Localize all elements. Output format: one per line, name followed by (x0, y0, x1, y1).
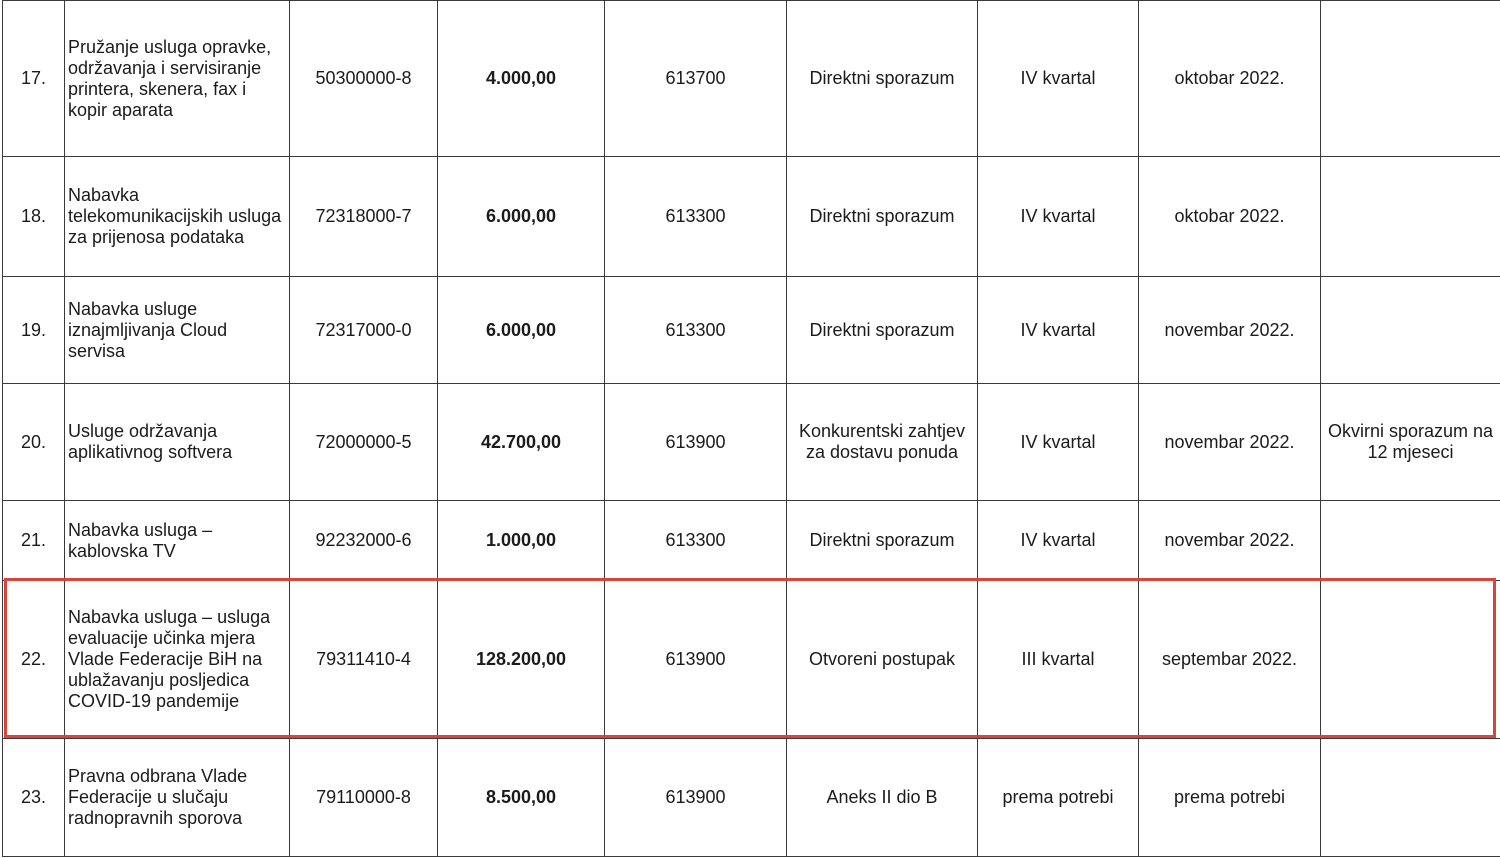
row-estimated-value: 6.000,00 (438, 277, 605, 384)
row-cpv-code: 79110000-8 (290, 739, 438, 857)
row-note (1321, 277, 1500, 384)
row-cpv-code: 72318000-7 (290, 157, 438, 277)
row-estimated-value: 6.000,00 (438, 157, 605, 277)
row-note (1321, 1, 1500, 157)
row-budget-account: 613900 (605, 739, 787, 857)
table-row-highlighted (3, 581, 1500, 739)
row-budget-account: 613300 (605, 501, 787, 581)
row-procedure: Konkurentski zahtjev za dostavu ponuda (787, 384, 978, 501)
row-date: oktobar 2022. (1139, 1, 1321, 157)
table-row (3, 1, 1500, 157)
row-date: septembar 2022. (1139, 581, 1321, 739)
row-budget-account: 613300 (605, 277, 787, 384)
row-cpv-code: 92232000-6 (290, 501, 438, 581)
table-row (3, 384, 1500, 501)
row-number: 17. (3, 1, 65, 157)
row-note (1321, 581, 1500, 739)
row-description: Nabavka usluge iznajmljivanja Cloud servisa (65, 277, 290, 384)
row-number: 23. (3, 739, 65, 857)
row-procedure: Direktni sporazum (787, 157, 978, 277)
row-procedure: Direktni sporazum (787, 501, 978, 581)
row-number: 19. (3, 277, 65, 384)
row-quarter: III kvartal (978, 581, 1139, 739)
row-budget-account: 613900 (605, 581, 787, 739)
row-quarter: prema potrebi (978, 739, 1139, 857)
row-date: novembar 2022. (1139, 384, 1321, 501)
row-cpv-code: 72000000-5 (290, 384, 438, 501)
table-row (3, 739, 1500, 857)
table-row (3, 157, 1500, 277)
row-procedure: Otvoreni postupak (787, 581, 978, 739)
row-note (1321, 501, 1500, 581)
row-quarter: IV kvartal (978, 501, 1139, 581)
row-date: novembar 2022. (1139, 501, 1321, 581)
row-description: Nabavka telekomunikacijskih usluga za prijenosa podataka (65, 157, 290, 277)
row-note (1321, 157, 1500, 277)
row-description: Pružanje usluga opravke, održavanja i servisiranje printera, skenera, fax i kopir aparata (65, 1, 290, 157)
row-quarter: IV kvartal (978, 384, 1139, 501)
row-description: Usluge održavanja aplikativnog softvera (65, 384, 290, 501)
row-procedure: Direktni sporazum (787, 277, 978, 384)
row-date: oktobar 2022. (1139, 157, 1321, 277)
row-budget-account: 613300 (605, 157, 787, 277)
table-row (3, 501, 1500, 581)
row-budget-account: 613900 (605, 384, 787, 501)
row-budget-account: 613700 (605, 1, 787, 157)
row-number: 20. (3, 384, 65, 501)
row-quarter: IV kvartal (978, 277, 1139, 384)
row-date: prema potrebi (1139, 739, 1321, 857)
row-description: Nabavka usluga – usluga evaluacije učinka mjera Vlade Federacije BiH na ublažavanju posljedica COVID-19 pandemije (65, 581, 290, 739)
row-number: 21. (3, 501, 65, 581)
row-estimated-value: 128.200,00 (438, 581, 605, 739)
row-description: Nabavka usluga – kablovska TV (65, 501, 290, 581)
row-note (1321, 739, 1500, 857)
row-cpv-code: 72317000-0 (290, 277, 438, 384)
row-estimated-value: 8.500,00 (438, 739, 605, 857)
row-cpv-code: 50300000-8 (290, 1, 438, 157)
row-date: novembar 2022. (1139, 277, 1321, 384)
row-quarter: IV kvartal (978, 1, 1139, 157)
procurement-plan-table (2, 0, 1500, 857)
row-estimated-value: 4.000,00 (438, 1, 605, 157)
row-estimated-value: 1.000,00 (438, 501, 605, 581)
row-note: Okvirni sporazum na 12 mjeseci (1321, 384, 1500, 501)
row-estimated-value: 42.700,00 (438, 384, 605, 501)
row-number: 18. (3, 157, 65, 277)
row-cpv-code: 79311410-4 (290, 581, 438, 739)
row-quarter: IV kvartal (978, 157, 1139, 277)
row-number: 22. (3, 581, 65, 739)
row-description: Pravna odbrana Vlade Federacije u slučaju radnopravnih sporova (65, 739, 290, 857)
table-row (3, 277, 1500, 384)
row-procedure: Aneks II dio B (787, 739, 978, 857)
row-procedure: Direktni sporazum (787, 1, 978, 157)
